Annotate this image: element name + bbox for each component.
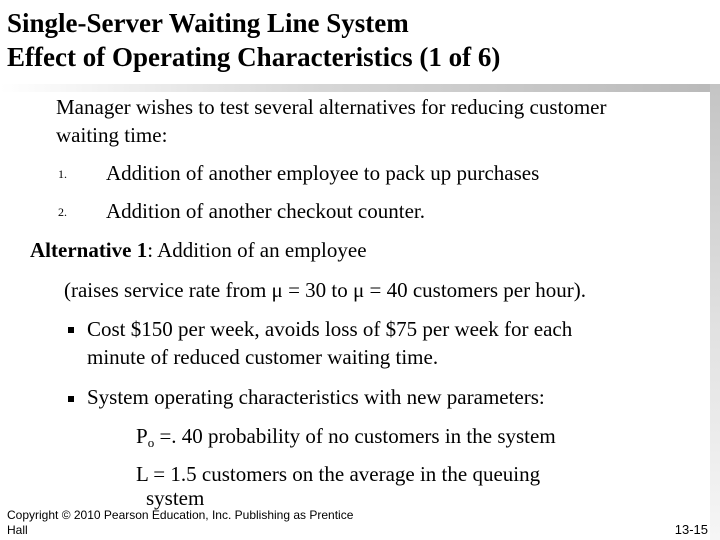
p0-symbol: P — [136, 424, 148, 448]
copyright-line-2: Hall — [7, 523, 28, 537]
list-item-2: Addition of another checkout counter. — [106, 199, 425, 223]
list-number-1: 1. — [58, 167, 67, 181]
alternative-heading-bold: Alternative 1 — [30, 238, 148, 262]
page-number: 13-15 — [674, 522, 708, 537]
list-number-2: 2. — [58, 205, 67, 219]
bullet-item-1 — [87, 315, 572, 371]
copyright-notice — [7, 508, 353, 538]
bullet-item-2: System operating characteristics with new parameters: — [87, 385, 545, 409]
alternative-heading-rest: : Addition of an employee — [147, 238, 367, 262]
l-characteristic-line-2: system — [146, 486, 205, 510]
p0-subscript: o — [147, 435, 155, 450]
p0-text: =. 40 probability of no customers in the system — [154, 424, 556, 448]
slide-title — [7, 6, 500, 74]
intro-line-1: Manager wishes to test several alternatives for reducing customer — [56, 95, 607, 119]
title-line-2: Effect of Operating Characteristics (1 of 6) — [7, 42, 501, 72]
intro-text — [56, 93, 606, 149]
l-characteristic-line-1: L = 1.5 customers on the average in the queuing — [136, 462, 541, 486]
alternative-detail: (raises service rate from μ = 30 to μ = 40 customers per hour). — [64, 278, 587, 302]
copyright-line-1: Copyright © 2010 Pearson Education, Inc. Publishing as Prentice — [7, 508, 354, 522]
bullet-marker-1 — [68, 327, 74, 333]
bullet-1-line-1: Cost $150 per week, avoids loss of $75 per week for each — [87, 317, 573, 341]
title-line-1: Single-Server Waiting Line System — [7, 8, 409, 38]
top-divider — [0, 84, 720, 92]
bullet-marker-2 — [68, 396, 74, 402]
alternative-heading — [30, 236, 367, 264]
bullet-1-line-2: minute of reduced customer waiting time. — [87, 345, 439, 369]
list-item-1: Addition of another employee to pack up purchases — [106, 161, 540, 185]
p0-characteristic — [136, 422, 556, 450]
intro-line-2: waiting time: — [56, 123, 168, 147]
right-edge-bar — [710, 84, 720, 540]
